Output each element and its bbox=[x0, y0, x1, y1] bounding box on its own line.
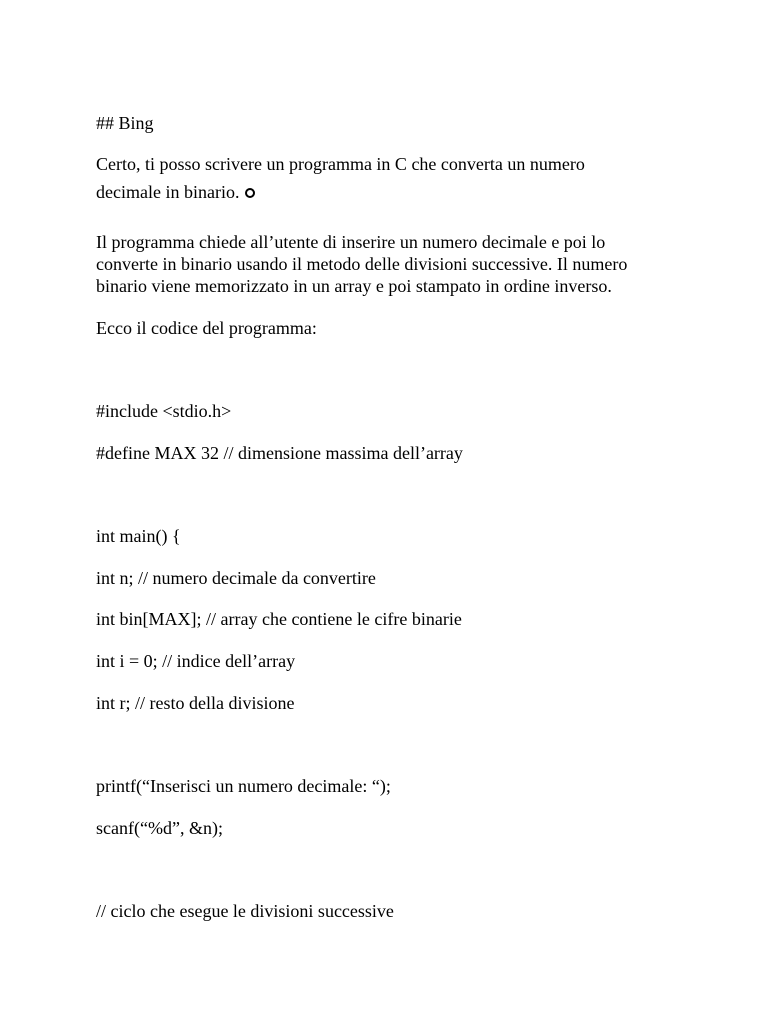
code-line: #include <stdio.h> bbox=[96, 401, 232, 421]
code-line: int main() { bbox=[96, 526, 181, 546]
code-line: #define MAX 32 // dimensione massima dell’array bbox=[96, 443, 463, 463]
code-line: int r; // resto della divisione bbox=[96, 693, 295, 713]
intro-line-2-text: decimale in binario. bbox=[96, 182, 240, 202]
code-line: int i = 0; // indice dell’array bbox=[96, 651, 296, 671]
intro-line-2 bbox=[96, 181, 255, 203]
section-heading: ## Bing bbox=[96, 113, 154, 133]
intro-line-1: Certo, ti posso scrivere un programma in C che converta un numero bbox=[96, 154, 585, 174]
code-line: int n; // numero decimale da convertire bbox=[96, 568, 376, 588]
code-line: // ciclo che esegue le divisioni successive bbox=[96, 901, 394, 921]
description-line-3: binario viene memorizzato in un array e poi stampato in ordine inverso. bbox=[96, 276, 612, 296]
code-line: int bin[MAX]; // array che contiene le cifre binarie bbox=[96, 609, 462, 629]
code-line: printf(“Inserisci un numero decimale: “); bbox=[96, 776, 391, 796]
description-line-1: Il programma chiede all’utente di inserire un numero decimale e poi lo bbox=[96, 232, 606, 252]
circle-marker-icon bbox=[245, 188, 255, 198]
description-line-2: converte in binario usando il metodo delle divisioni successive. Il numero bbox=[96, 254, 628, 274]
code-intro: Ecco il codice del programma: bbox=[96, 318, 317, 338]
code-line: scanf(“%d”, &n); bbox=[96, 818, 223, 838]
